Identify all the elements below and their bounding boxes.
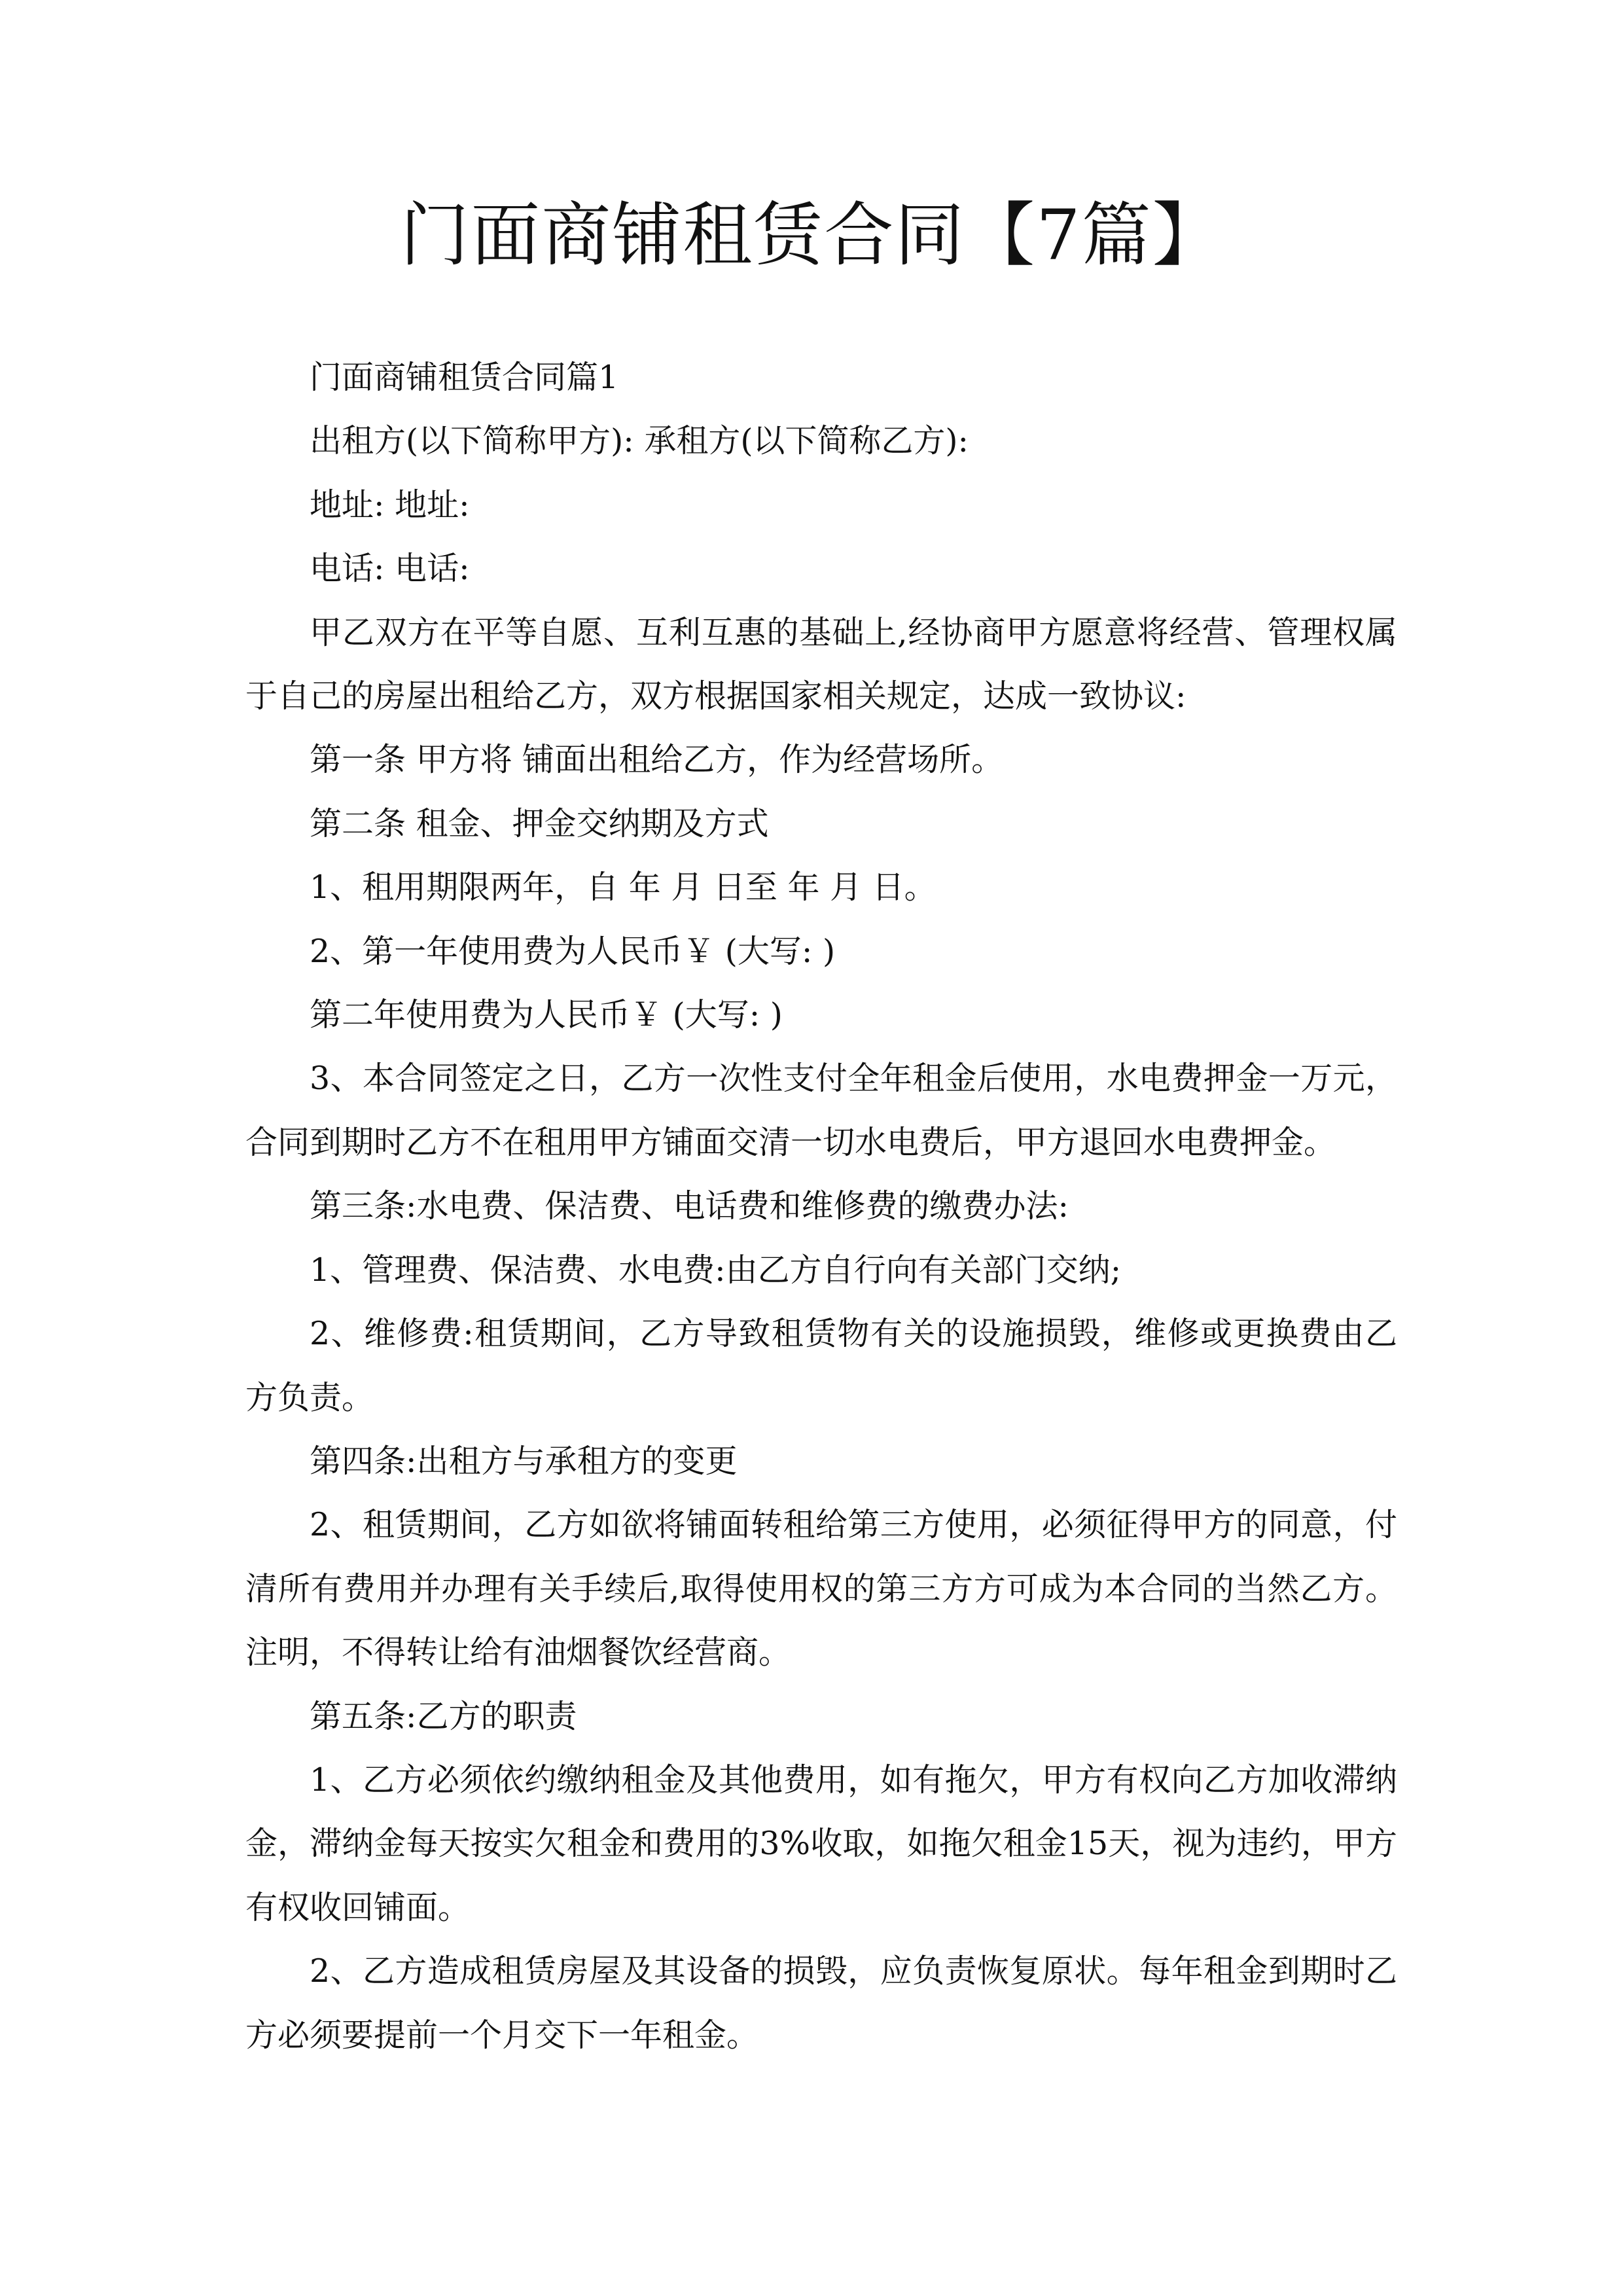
clause: 1、乙方必须依约缴纳租金及其他费用，如有拖欠，甲方有权向乙方加收滞纳金，滞纳金每天按实欠租金和费用的3%收取，如拖欠租金15天，视为违约，甲方有权收回铺面。 bbox=[245, 1761, 1397, 1926]
clause: 2、第一年使用费为人民币￥ (大写: ) bbox=[310, 932, 836, 970]
clause: 第二年使用费为人民币￥ (大写: ) bbox=[310, 996, 783, 1034]
address-line: 地址: 地址: bbox=[310, 486, 470, 524]
article-4-heading: 第四条:出租方与承租方的变更 bbox=[310, 1442, 738, 1480]
preamble: 甲乙双方在平等自愿、互利互惠的基础上,经协商甲方愿意将经营、管理权属于自己的房屋出租给乙方，双方根据国家相关规定，达成一致协议: bbox=[245, 613, 1397, 715]
clause: 2、维修费:租赁期间，乙方导致租赁物有关的设施损毁，维修或更换费由乙方负责。 bbox=[245, 1315, 1397, 1416]
document-title: 门面商铺租赁合同【7篇】 bbox=[400, 195, 1223, 276]
article-2-heading: 第二条 租金、押金交纳期及方式 bbox=[310, 804, 769, 842]
document-body bbox=[245, 346, 1397, 2067]
article-5-heading: 第五条:乙方的职责 bbox=[310, 1697, 577, 1735]
clause: 1、租用期限两年，自 年 月 日至 年 月 日。 bbox=[310, 869, 936, 906]
party-line: 出租方(以下简称甲方): 承租方(以下简称乙方): bbox=[310, 422, 969, 460]
clause: 1、管理费、保洁费、水电费:由乙方自行向有关部门交纳; bbox=[310, 1251, 1122, 1289]
article-3-heading: 第三条:水电费、保洁费、电话费和维修费的缴费办法: bbox=[310, 1187, 1069, 1225]
phone-line: 电话: 电话: bbox=[310, 550, 470, 588]
clause: 2、租赁期间，乙方如欲将铺面转租给第三方使用，必须征得甲方的同意，付清所有费用并办理有关手续后,取得使用权的第三方方可成为本合同的当然乙方。注明，不得转让给有油烟餐饮经营商。 bbox=[245, 1506, 1397, 1672]
clause: 3、本合同签定之日，乙方一次性支付全年租金后使用，水电费押金一万元，合同到期时乙方不在租用甲方铺面交清一切水电费后，甲方退回水电费押金。 bbox=[245, 1060, 1397, 1161]
section-heading: 门面商铺租赁合同篇1 bbox=[310, 359, 619, 396]
article-1: 第一条 甲方将 铺面出租给乙方，作为经营场所。 bbox=[310, 741, 1004, 779]
clause: 2、乙方造成租赁房屋及其设备的损毁，应负责恢复原状。每年租金到期时乙方必须要提前一个月交下一年租金。 bbox=[245, 1952, 1397, 2054]
